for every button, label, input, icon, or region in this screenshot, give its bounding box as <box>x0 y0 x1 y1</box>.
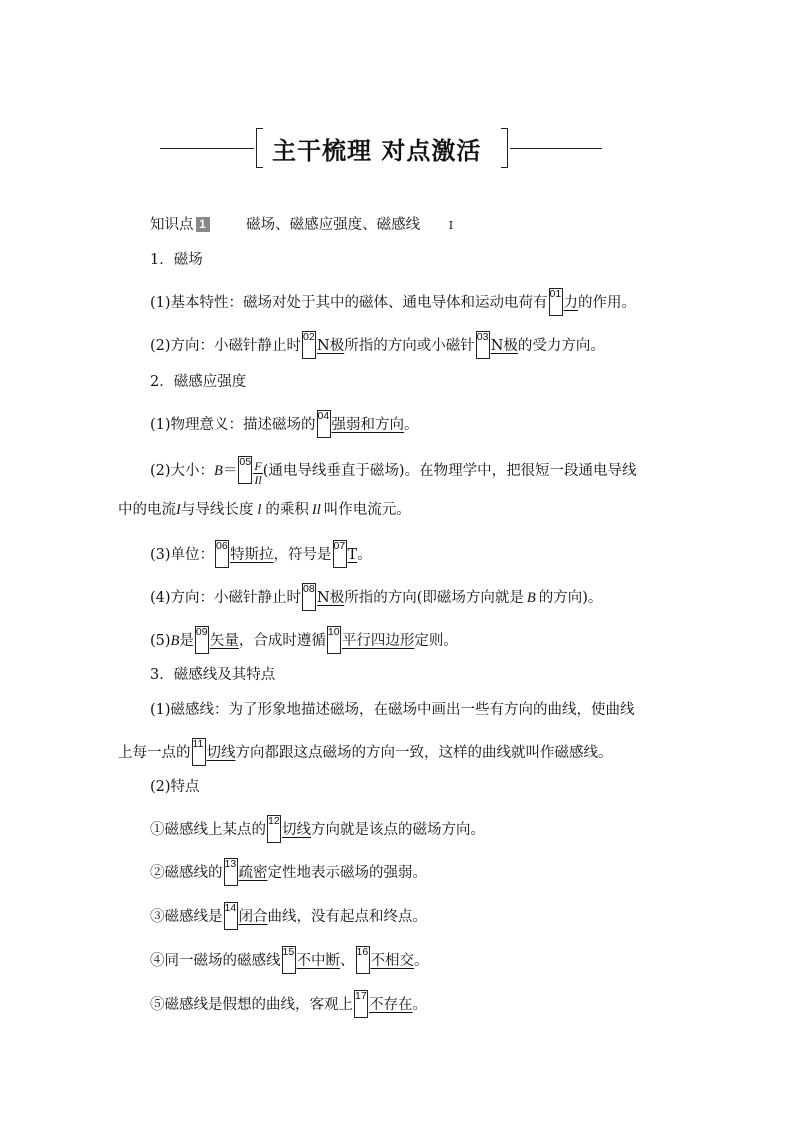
answer: 平行四边形 <box>341 633 415 649</box>
s2-paragraph-2-cont <box>118 500 411 520</box>
answer: N极 <box>317 338 345 354</box>
text: (2)大小： <box>150 463 215 479</box>
blank-box <box>224 858 238 886</box>
text: 与导线长度 <box>180 502 254 518</box>
answer: 切线 <box>282 822 311 838</box>
blank-number: 13 <box>224 858 237 870</box>
header-rule-right <box>510 148 602 149</box>
s2-paragraph-4 <box>150 583 602 611</box>
blank-box <box>317 410 331 438</box>
header-bracket-left <box>256 128 263 168</box>
text: 叫作电流元。 <box>323 502 411 518</box>
s3-paragraph-1-cont <box>118 738 613 766</box>
text: 所指的方向或小磁针 <box>344 338 475 354</box>
section-2-title: 2．磁感应强度 <box>150 374 247 390</box>
blank-number: 06 <box>216 540 228 552</box>
var-b: B <box>526 590 536 606</box>
blank-number: 15 <box>282 946 295 958</box>
text: ④同一磁场的磁感线 <box>150 953 281 969</box>
header-bracket-right <box>501 128 508 168</box>
page-title: 主干梳理 对点激活 <box>272 136 482 165</box>
s1-paragraph-2 <box>150 331 605 359</box>
text: 方向就是该点的磁场方向。 <box>311 822 485 838</box>
blank-box <box>282 946 296 974</box>
text: 定性地表示磁场的强弱。 <box>267 865 427 881</box>
blank-number: 03 <box>476 331 489 343</box>
s3-item-2 <box>150 858 427 886</box>
text: 、 <box>340 953 355 969</box>
knowledge-level-mark: Ⅰ <box>448 219 454 232</box>
blank-number: 10 <box>327 626 340 638</box>
fraction-numerator: F <box>254 459 262 473</box>
s2-paragraph-5 <box>150 626 458 654</box>
blank-box <box>195 626 209 654</box>
blank-number: 01 <box>549 288 562 300</box>
blank-box <box>302 583 316 611</box>
equals-sign: ＝ <box>222 463 238 479</box>
answer: 矢量 <box>209 633 239 649</box>
var-il: Il <box>311 502 321 518</box>
text: ③磁感线是 <box>150 909 223 925</box>
blank-number: 07 <box>333 540 346 552</box>
blank-box <box>327 626 341 654</box>
blank-box <box>302 331 316 359</box>
text: (5) <box>150 633 171 649</box>
text: 定则。 <box>414 633 458 649</box>
answer: 不存在 <box>369 997 413 1013</box>
answer: T <box>347 547 358 563</box>
fraction-denominator: Il <box>254 473 262 487</box>
text: (3)单位： <box>150 547 215 563</box>
text: ①磁感线上某点的 <box>150 822 266 838</box>
s3-item-1 <box>150 815 485 843</box>
s3-paragraph-1: (1)磁感线：为了形象地描述磁场，在磁场中画出一些有方向的曲线，使曲线 <box>150 702 635 718</box>
section-3-title: 3．磁感线及其特点 <box>150 667 276 683</box>
text: (1)物理意义：描述磁场的 <box>150 417 316 433</box>
header-rule-left <box>160 148 254 149</box>
text: (通电导线垂直于磁场)。在物理学中，把很短一段通电导线 <box>262 463 637 479</box>
answer: 强弱和方向 <box>331 417 405 433</box>
blank-box <box>192 738 206 766</box>
var-b: B <box>170 633 180 649</box>
text: 方向都跟这点磁场的方向一致，这样的曲线就叫作磁感线。 <box>235 745 613 761</box>
answer: 不中断 <box>296 953 340 969</box>
s3-item-5 <box>150 990 427 1018</box>
text: ，合成时遵循 <box>238 633 326 649</box>
blank-number: 08 <box>303 583 315 595</box>
answer: 不相交 <box>370 953 414 969</box>
s2-paragraph-3 <box>150 540 372 568</box>
knowledge-point-badge: 1 <box>196 217 210 232</box>
answer: 疏密 <box>238 865 268 881</box>
text: (2)方向：小磁针静止时 <box>150 338 302 354</box>
answer: 特斯拉 <box>230 547 274 563</box>
text: 的方向)。 <box>538 590 603 606</box>
blank-number: 11 <box>192 738 204 750</box>
blank-box <box>356 946 370 974</box>
text: ，符号是 <box>273 547 332 563</box>
blank-number: 04 <box>317 410 330 422</box>
blank-box <box>215 540 229 568</box>
blank-box <box>267 815 281 843</box>
blank-number: 02 <box>303 331 315 343</box>
blank-box <box>549 288 563 316</box>
text: (1)基本特性：磁场对处于其中的磁体、通电导体和运动电荷有 <box>150 295 548 311</box>
blank-number: 12 <box>268 815 280 827</box>
answer: N极 <box>490 338 518 354</box>
text: 的作用。 <box>578 295 637 311</box>
text: 中的电流 <box>118 502 176 518</box>
knowledge-point-topic: 磁场、磁感应强度、磁感线 <box>246 217 421 233</box>
text: 。 <box>404 417 419 433</box>
text: 。 <box>412 997 427 1013</box>
s1-paragraph-1 <box>150 288 636 316</box>
s2-paragraph-2 <box>150 456 637 487</box>
blank-box <box>354 990 368 1018</box>
s2-paragraph-1 <box>150 410 419 438</box>
blank-number: 17 <box>355 990 367 1002</box>
s3-item-4 <box>150 946 429 974</box>
text: 的乘积 <box>265 502 309 518</box>
text: 是 <box>179 633 194 649</box>
blank-number: 16 <box>356 946 369 958</box>
text: 上每一点的 <box>118 745 191 761</box>
s3-paragraph-2: (2)特点 <box>150 779 200 795</box>
s3-item-3 <box>150 902 427 930</box>
text: 的受力方向。 <box>517 338 605 354</box>
answer: 切线 <box>206 745 236 761</box>
formula-fraction <box>253 460 262 487</box>
text: ②磁感线的 <box>150 865 223 881</box>
blank-number: 05 <box>239 456 252 468</box>
var-i: I <box>176 502 181 518</box>
blank-box <box>224 902 238 930</box>
blank-box <box>333 540 347 568</box>
text: 。 <box>357 547 372 563</box>
var-b: B <box>214 463 223 479</box>
knowledge-point-heading <box>150 215 453 236</box>
blank-number: 09 <box>195 626 208 638</box>
blank-box <box>238 456 252 484</box>
blank-box <box>476 331 490 359</box>
answer: 闭合 <box>238 909 268 925</box>
text: 所指的方向(即磁场方向就是 <box>344 590 524 606</box>
var-l: l <box>257 502 262 518</box>
blank-number: 14 <box>224 902 237 914</box>
answer: 力 <box>563 295 579 311</box>
answer: N极 <box>317 590 345 606</box>
text: 。 <box>414 953 429 969</box>
section-1-title: 1．磁场 <box>150 252 203 268</box>
text: ⑤磁感线是假想的曲线，客观上 <box>150 997 353 1013</box>
knowledge-point-label: 知识点 <box>150 217 194 233</box>
text: 曲线，没有起点和终点。 <box>267 909 427 925</box>
text: (4)方向：小磁针静止时 <box>150 590 302 606</box>
